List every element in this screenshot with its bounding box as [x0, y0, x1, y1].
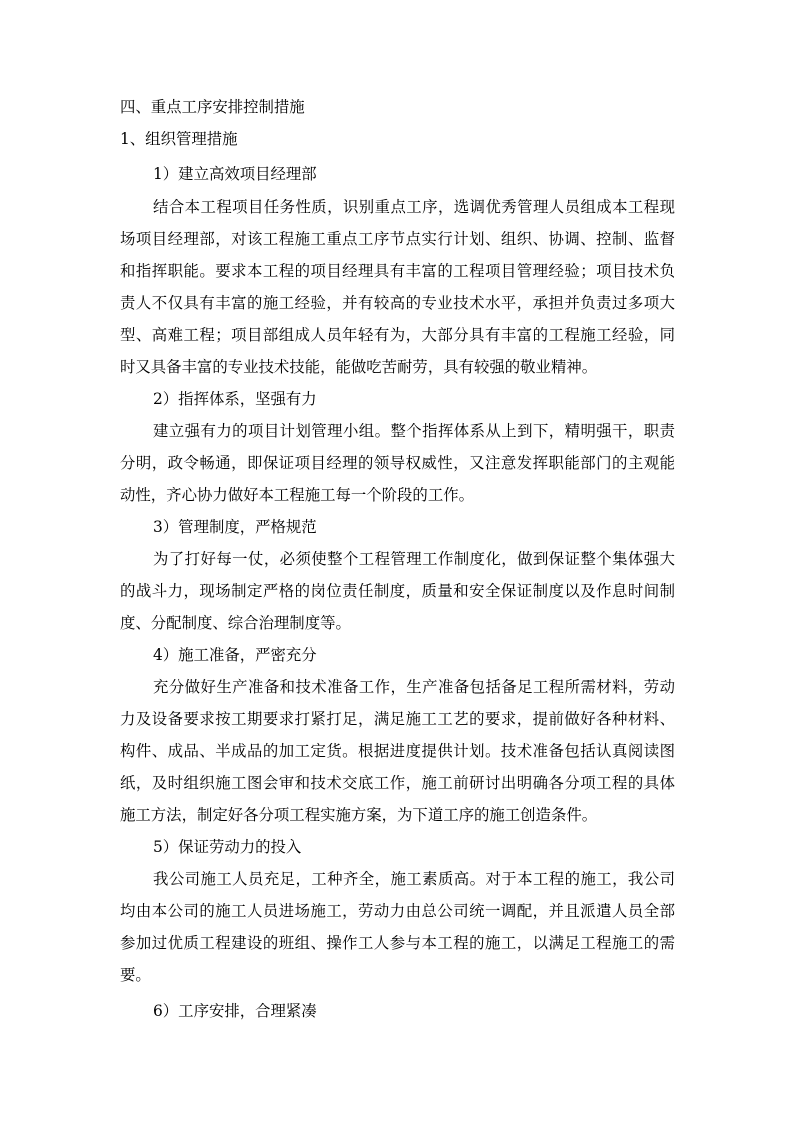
item-1-heading: 1）建立高效项目经理部 — [153, 165, 317, 183]
item-3-line-3: 度、分配制度、综合治理制度等。 — [120, 614, 351, 632]
item-6-heading: 6）工序安排，合理紧凑 — [153, 1002, 317, 1020]
item-4-heading: 4）施工准备，严密充分 — [153, 646, 317, 664]
item-3-line-1: 为了打好每一仗，必须使整个工程管理工作制度化，做到保证整个集体强大 — [153, 550, 675, 568]
subsection-heading: 1、组织管理措施 — [120, 130, 238, 148]
item-5-line-4: 要。 — [120, 966, 151, 984]
item-2-line-1: 建立强有力的项目计划管理小组。整个指挥体系从上到下，精明强干，职责 — [153, 422, 675, 440]
item-5-heading: 5）保证劳动力的投入 — [153, 838, 302, 856]
item-4-line-2: 力及设备要求按工期要求打紧打足，满足施工工艺的要求，提前做好各种材料、 — [120, 710, 675, 728]
item-5-line-2: 均由本公司的施工人员进场施工，劳动力由总公司统一调配，并且派遣人员全部 — [120, 902, 675, 920]
item-4-line-1: 充分做好生产准备和技术准备工作，生产准备包括备足工程所需材料，劳动 — [153, 678, 675, 696]
item-4-line-5: 施工方法，制定好各分项工程实施方案，为下道工序的施工创造条件。 — [120, 806, 598, 824]
item-5-line-1: 我公司施工人员充足，工种齐全，施工素质高。对于本工程的施工，我公司 — [153, 870, 675, 888]
item-1-line-2: 场项目经理部，对该工程施工重点工序节点实行计划、组织、协调、控制、监督 — [120, 230, 675, 248]
item-4-line-4: 纸，及时组织施工图会审和技术交底工作，施工前研讨出明确各分项工程的具体 — [120, 774, 675, 792]
item-2-line-3: 动性，齐心协力做好本工程施工每一个阶段的工作。 — [120, 486, 474, 504]
item-3-heading: 3）管理制度，严格规范 — [153, 518, 317, 536]
item-1-line-6: 时又具备丰富的专业技术技能，能做吃苦耐劳，具有较强的敬业精神。 — [120, 358, 598, 376]
item-1-line-4: 责人不仅具有丰富的施工经验，并有较高的专业技术水平，承担并负责过多项大 — [120, 294, 675, 312]
item-1-line-3: 和指挥职能。要求本工程的项目经理具有丰富的工程项目管理经验；项目技术负 — [120, 262, 675, 280]
item-5-line-3: 参加过优质工程建设的班组、操作工人参与本工程的施工，以满足工程施工的需 — [120, 934, 675, 952]
item-3-line-2: 的战斗力，现场制定严格的岗位责任制度，质量和安全保证制度以及作息时间制 — [120, 582, 675, 600]
item-2-heading: 2）指挥体系，坚强有力 — [153, 390, 317, 408]
item-4-line-3: 构件、成品、半成品的加工定货。根据进度提供计划。技术准备包括认真阅读图 — [120, 742, 675, 760]
section-heading: 四、重点工序安排控制措施 — [120, 98, 305, 116]
item-2-line-2: 分明，政令畅通，即保证项目经理的领导权威性，又注意发挥职能部门的主观能 — [120, 454, 675, 472]
item-1-line-5: 型、高难工程；项目部组成人员年轻有为，大部分具有丰富的工程施工经验，同 — [120, 326, 675, 344]
item-1-line-1: 结合本工程项目任务性质，识别重点工序，选调优秀管理人员组成本工程现 — [153, 198, 675, 216]
